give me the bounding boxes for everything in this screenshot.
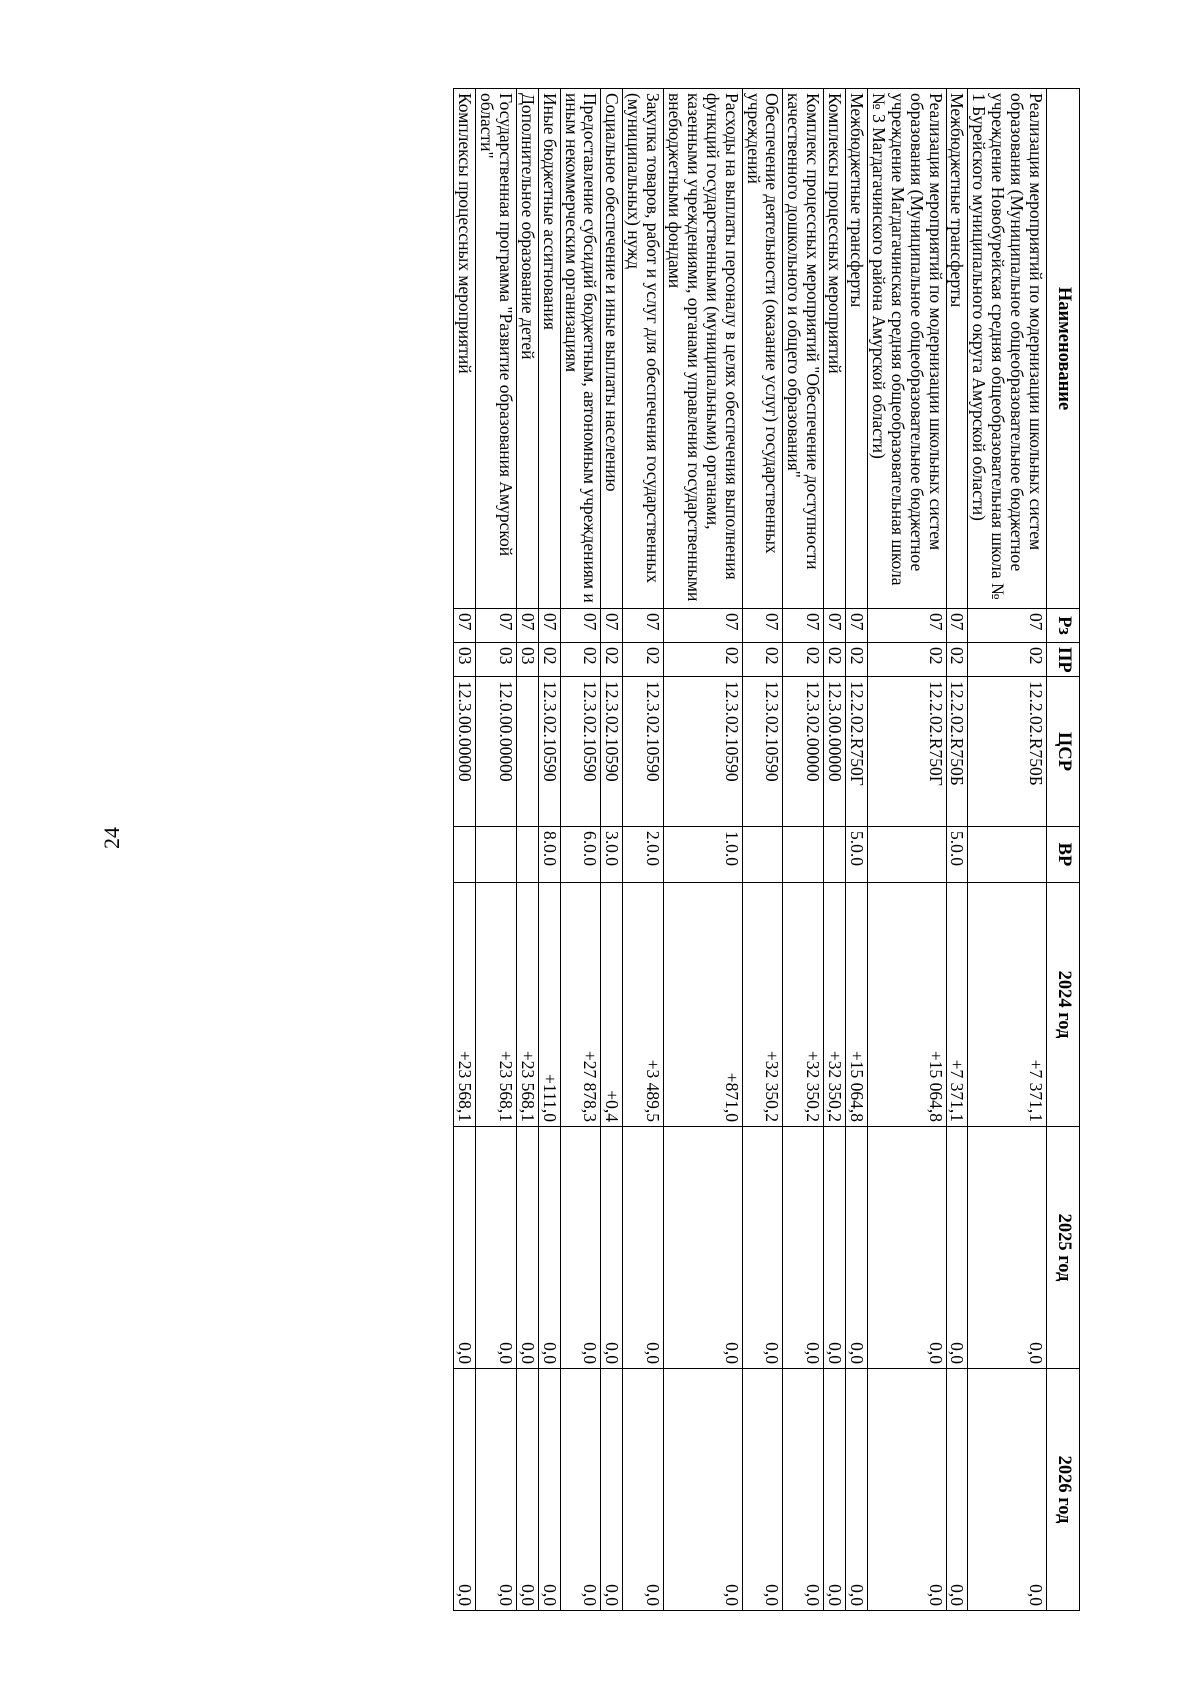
amount-2025-cell: 0,0 xyxy=(623,1127,664,1369)
header-name: Наименование xyxy=(1047,89,1080,609)
name-cell: Межбюджетные трансферты xyxy=(846,89,868,609)
amount-2025-cell: 0,0 xyxy=(968,1127,1047,1369)
csr-cell: 12.3.02.10590 xyxy=(742,677,783,827)
vr-cell: 1.0.0 xyxy=(664,827,743,883)
budget-table xyxy=(453,88,1080,1611)
rz-cell: 07 xyxy=(538,609,560,643)
amount-2024-cell: +7 371,1 xyxy=(946,883,968,1127)
amount-2024-cell: +0,4 xyxy=(601,883,623,1127)
pr-cell: 02 xyxy=(968,643,1047,677)
table-row xyxy=(846,89,868,1611)
header-2025: 2025 год xyxy=(1047,1127,1080,1369)
header-csr: ЦСР xyxy=(1047,677,1080,827)
vr-cell xyxy=(824,827,846,883)
table-body xyxy=(454,89,1047,1611)
name-cell: Расходы на выплаты персоналу в целях обеспечения выполнения функций государственными (муниципальными) органами, казенными учреждениями, органами управления государственными внебюджетными фондами xyxy=(664,89,743,609)
amount-2026-cell: 0,0 xyxy=(742,1369,783,1611)
amount-2025-cell: 0,0 xyxy=(664,1127,743,1369)
amount-2025-cell: 0,0 xyxy=(867,1127,946,1369)
amount-2025-cell: 0,0 xyxy=(946,1127,968,1369)
name-cell: Комплексы процессных мероприятий xyxy=(454,89,476,609)
csr-cell: 12.2.02.R750Г xyxy=(867,677,946,827)
header-pr: ПР xyxy=(1047,643,1080,677)
rz-cell: 07 xyxy=(968,609,1047,643)
vr-cell xyxy=(742,827,783,883)
csr-cell: 12.2.02.R750Б xyxy=(946,677,968,827)
vr-cell: 2.0.0 xyxy=(623,827,664,883)
amount-2024-cell: +23 568,1 xyxy=(454,883,476,1127)
header-rz: Рз xyxy=(1047,609,1080,643)
table-row xyxy=(454,89,476,1611)
name-cell: Реализация мероприятий по модернизации школьных систем образования (Муниципальное общеобразовательное бюджетное учреждение Новобурейская средняя общеобразовательная школа № 1 Бурейского муниципального округа Амурской области) xyxy=(968,89,1047,609)
rz-cell: 07 xyxy=(476,609,517,643)
amount-2026-cell: 0,0 xyxy=(824,1369,846,1611)
amount-2025-cell: 0,0 xyxy=(846,1127,868,1369)
name-cell: Государственная программа "Развитие образования Амурской области" xyxy=(476,89,517,609)
pr-cell: 02 xyxy=(664,643,743,677)
csr-cell: 12.2.02.R750Г xyxy=(846,677,868,827)
rz-cell: 07 xyxy=(824,609,846,643)
csr-cell xyxy=(516,677,538,827)
table-row xyxy=(867,89,946,1611)
amount-2025-cell: 0,0 xyxy=(560,1127,601,1369)
vr-cell xyxy=(968,827,1047,883)
amount-2024-cell: +111,0 xyxy=(538,883,560,1127)
rz-cell: 07 xyxy=(623,609,664,643)
amount-2025-cell: 0,0 xyxy=(783,1127,824,1369)
amount-2024-cell: +32 350,2 xyxy=(783,883,824,1127)
rz-cell: 07 xyxy=(560,609,601,643)
table-row xyxy=(601,89,623,1611)
header-row xyxy=(1047,89,1080,1611)
header-2026: 2026 год xyxy=(1047,1369,1080,1611)
amount-2026-cell: 0,0 xyxy=(560,1369,601,1611)
page-number: 24 xyxy=(99,827,124,849)
name-cell: Предоставление субсидий бюджетным, автономным учреждениям и иным некоммерческим организациям xyxy=(560,89,601,609)
vr-cell xyxy=(516,827,538,883)
amount-2026-cell: 0,0 xyxy=(538,1369,560,1611)
table-row xyxy=(516,89,538,1611)
amount-2026-cell: 0,0 xyxy=(846,1369,868,1611)
rz-cell: 07 xyxy=(664,609,743,643)
table-row xyxy=(476,89,517,1611)
pr-cell: 03 xyxy=(516,643,538,677)
pr-cell: 02 xyxy=(538,643,560,677)
csr-cell: 12.3.02.10590 xyxy=(560,677,601,827)
rz-cell: 07 xyxy=(946,609,968,643)
pr-cell: 02 xyxy=(824,643,846,677)
amount-2024-cell: +871,0 xyxy=(664,883,743,1127)
csr-cell: 12.3.02.10590 xyxy=(623,677,664,827)
name-cell: Комплекс процессных мероприятий "Обеспечение доступности качественного дошкольного и общего образования" xyxy=(783,89,824,609)
amount-2026-cell: 0,0 xyxy=(867,1369,946,1611)
vr-cell: 5.0.0 xyxy=(846,827,868,883)
pr-cell: 02 xyxy=(867,643,946,677)
name-cell: Реализация мероприятий по модернизации школьных систем образования (Муниципальное общеобразовательное бюджетное учреждение Магдагачинская средняя общеобразовательная школа № 3 Магдагачинского района Амурской области) xyxy=(867,89,946,609)
rz-cell: 07 xyxy=(742,609,783,643)
amount-2024-cell: +32 350,2 xyxy=(824,883,846,1127)
amount-2024-cell: +23 568,1 xyxy=(516,883,538,1127)
amount-2026-cell: 0,0 xyxy=(783,1369,824,1611)
amount-2024-cell: +3 489,5 xyxy=(623,883,664,1127)
name-cell: Социальное обеспечение и иные выплаты населению xyxy=(601,89,623,609)
vr-cell: 8.0.0 xyxy=(538,827,560,883)
amount-2025-cell: 0,0 xyxy=(538,1127,560,1369)
pr-cell: 02 xyxy=(742,643,783,677)
amount-2024-cell: +27 878,3 xyxy=(560,883,601,1127)
rz-cell: 07 xyxy=(454,609,476,643)
amount-2025-cell: 0,0 xyxy=(476,1127,517,1369)
csr-cell: 12.0.00.00000 xyxy=(476,677,517,827)
vr-cell xyxy=(476,827,517,883)
table-row xyxy=(968,89,1047,1611)
pr-cell: 02 xyxy=(560,643,601,677)
amount-2024-cell: +32 350,2 xyxy=(742,883,783,1127)
name-cell: Комплексы процессных мероприятий xyxy=(824,89,846,609)
amount-2026-cell: 0,0 xyxy=(516,1369,538,1611)
rz-cell: 07 xyxy=(516,609,538,643)
table-row xyxy=(664,89,743,1611)
pr-cell: 02 xyxy=(946,643,968,677)
table-header xyxy=(1047,89,1080,1611)
csr-cell: 12.3.02.10590 xyxy=(538,677,560,827)
rz-cell: 07 xyxy=(601,609,623,643)
amount-2024-cell: +15 064,8 xyxy=(867,883,946,1127)
vr-cell: 5.0.0 xyxy=(946,827,968,883)
vr-cell: 6.0.0 xyxy=(560,827,601,883)
table-row xyxy=(623,89,664,1611)
name-cell: Дополнительное образование детей xyxy=(516,89,538,609)
amount-2024-cell: +23 568,1 xyxy=(476,883,517,1127)
table-row xyxy=(946,89,968,1611)
table-row xyxy=(538,89,560,1611)
amount-2024-cell: +7 371,1 xyxy=(968,883,1047,1127)
name-cell: Обеспечение деятельности (оказание услуг) государственных учреждений xyxy=(742,89,783,609)
pr-cell: 03 xyxy=(476,643,517,677)
amount-2025-cell: 0,0 xyxy=(516,1127,538,1369)
name-cell: Иные бюджетные ассигнования xyxy=(538,89,560,609)
vr-cell xyxy=(454,827,476,883)
header-2024: 2024 год xyxy=(1047,883,1080,1127)
csr-cell: 12.3.00.00000 xyxy=(824,677,846,827)
amount-2026-cell: 0,0 xyxy=(601,1369,623,1611)
vr-cell xyxy=(867,827,946,883)
amount-2026-cell: 0,0 xyxy=(968,1369,1047,1611)
name-cell: Закупка товаров, работ и услуг для обеспечения государственных (муниципальных) нужд xyxy=(623,89,664,609)
pr-cell: 03 xyxy=(454,643,476,677)
header-vr: ВР xyxy=(1047,827,1080,883)
amount-2026-cell: 0,0 xyxy=(664,1369,743,1611)
amount-2026-cell: 0,0 xyxy=(946,1369,968,1611)
table-row xyxy=(742,89,783,1611)
table-row xyxy=(824,89,846,1611)
amount-2024-cell: +15 064,8 xyxy=(846,883,868,1127)
pr-cell: 02 xyxy=(846,643,868,677)
amount-2026-cell: 0,0 xyxy=(623,1369,664,1611)
rz-cell: 07 xyxy=(783,609,824,643)
vr-cell: 3.0.0 xyxy=(601,827,623,883)
amount-2025-cell: 0,0 xyxy=(742,1127,783,1369)
csr-cell: 12.3.02.00000 xyxy=(783,677,824,827)
amount-2025-cell: 0,0 xyxy=(824,1127,846,1369)
csr-cell: 12.2.02.R750Б xyxy=(968,677,1047,827)
csr-cell: 12.3.00.00000 xyxy=(454,677,476,827)
csr-cell: 12.3.02.10590 xyxy=(601,677,623,827)
amount-2025-cell: 0,0 xyxy=(601,1127,623,1369)
amount-2026-cell: 0,0 xyxy=(476,1369,517,1611)
amount-2025-cell: 0,0 xyxy=(454,1127,476,1369)
table-row xyxy=(560,89,601,1611)
rz-cell: 07 xyxy=(846,609,868,643)
csr-cell: 12.3.02.10590 xyxy=(664,677,743,827)
pr-cell: 02 xyxy=(601,643,623,677)
rotated-page-content xyxy=(190,88,1080,1610)
name-cell: Межбюджетные трансферты xyxy=(946,89,968,609)
vr-cell xyxy=(783,827,824,883)
rz-cell: 07 xyxy=(867,609,946,643)
pr-cell: 02 xyxy=(623,643,664,677)
amount-2026-cell: 0,0 xyxy=(454,1369,476,1611)
pr-cell: 02 xyxy=(783,643,824,677)
table-row xyxy=(783,89,824,1611)
